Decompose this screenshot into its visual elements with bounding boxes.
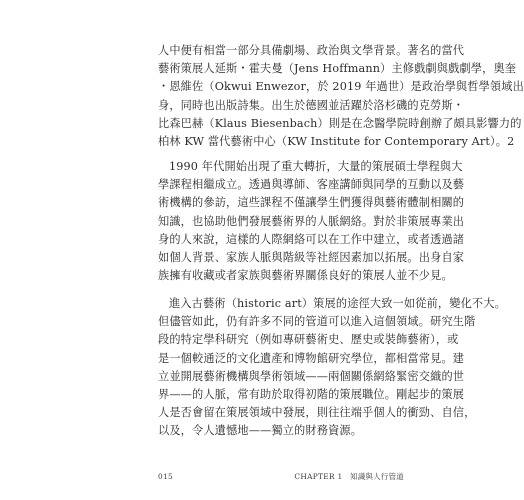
text-line: 族擁有收藏或者家族與藝術界關係良好的策展人並不少見。 <box>158 269 453 283</box>
text-line: 藝術策展人延斯・霍夫曼（Jens Hoffmann）主修戲劇與戲劇學，奧奎 <box>158 62 517 76</box>
page-footer <box>158 470 404 484</box>
text-line: 人是否會留在策展領域中發展，則往往端乎個人的衝勁、自信， <box>158 406 476 420</box>
text-line: 比森巴赫（Klaus Biesenbach）則是在念醫學院時創辦了頗具影響力的 <box>158 116 522 130</box>
page-number: 015 <box>158 472 174 481</box>
paragraph-2 <box>158 158 465 285</box>
text-line: 術機構的參訪，這些課程不僅讓學生們獲得與藝術體制相關的 <box>158 196 465 210</box>
text-line: 以及，令人遺憾地——獨立的財務資源。 <box>158 424 363 438</box>
text-line: 人中便有相當一部分具備劇場、政治與文學背景。著名的當代 <box>158 44 465 57</box>
text-line: 身的人來說，這樣的人際網絡可以在工作中建立，或者透過諸 <box>158 232 465 246</box>
text-line: ・恩維佐（Okwui Enwezor，於 2019 年過世）是政治學與哲學領域出 <box>158 80 524 94</box>
text-line: 進入古藝術（historic art）策展的途徑大致一如從前，變化不大。 <box>169 297 506 310</box>
text-line: 但儘管如此，仍有許多不同的管道可以進入這個領域。研究生階 <box>158 315 476 329</box>
text-line: 1990 年代開始出現了重大轉折，大量的策展碩士學程與大 <box>169 160 463 173</box>
text-line: 是一個較通泛的文化遺產和博物館研究學位，都相當常見。建 <box>158 351 465 365</box>
text-line: 身，同時也出版詩集。出生於德國並活躍於洛杉磯的克勞斯・ <box>158 98 465 112</box>
paragraph-3 <box>158 295 506 441</box>
text-line: 知識，也協助他們發展藝術界的人脈網絡。對於非策展專業出 <box>158 214 465 228</box>
paragraph-1 <box>158 42 524 151</box>
text-line: 學課程相繼成立。透過與導師、客座講師與同學的互動以及藝 <box>158 178 465 192</box>
text-line: 界——的人脈，常有助於取得初階的策展職位。剛起步的策展 <box>158 387 465 401</box>
text-line: 段的特定學科研究（例如專研藝術史、歷史或裝飾藝術），或 <box>158 333 459 347</box>
text-line: 如個人背景、家族人脈與階級等社經因素加以拓展。出身自家 <box>158 250 465 264</box>
text-line: 柏林 KW 當代藝術中心（KW Institute for Contemporary Art）。2 <box>158 134 515 148</box>
text-line: 立並開展藝術機構與學術領域——兩個關係網絡緊密交織的世 <box>158 369 465 383</box>
running-head: CHAPTER 1 知識與人行管道 <box>294 472 404 481</box>
